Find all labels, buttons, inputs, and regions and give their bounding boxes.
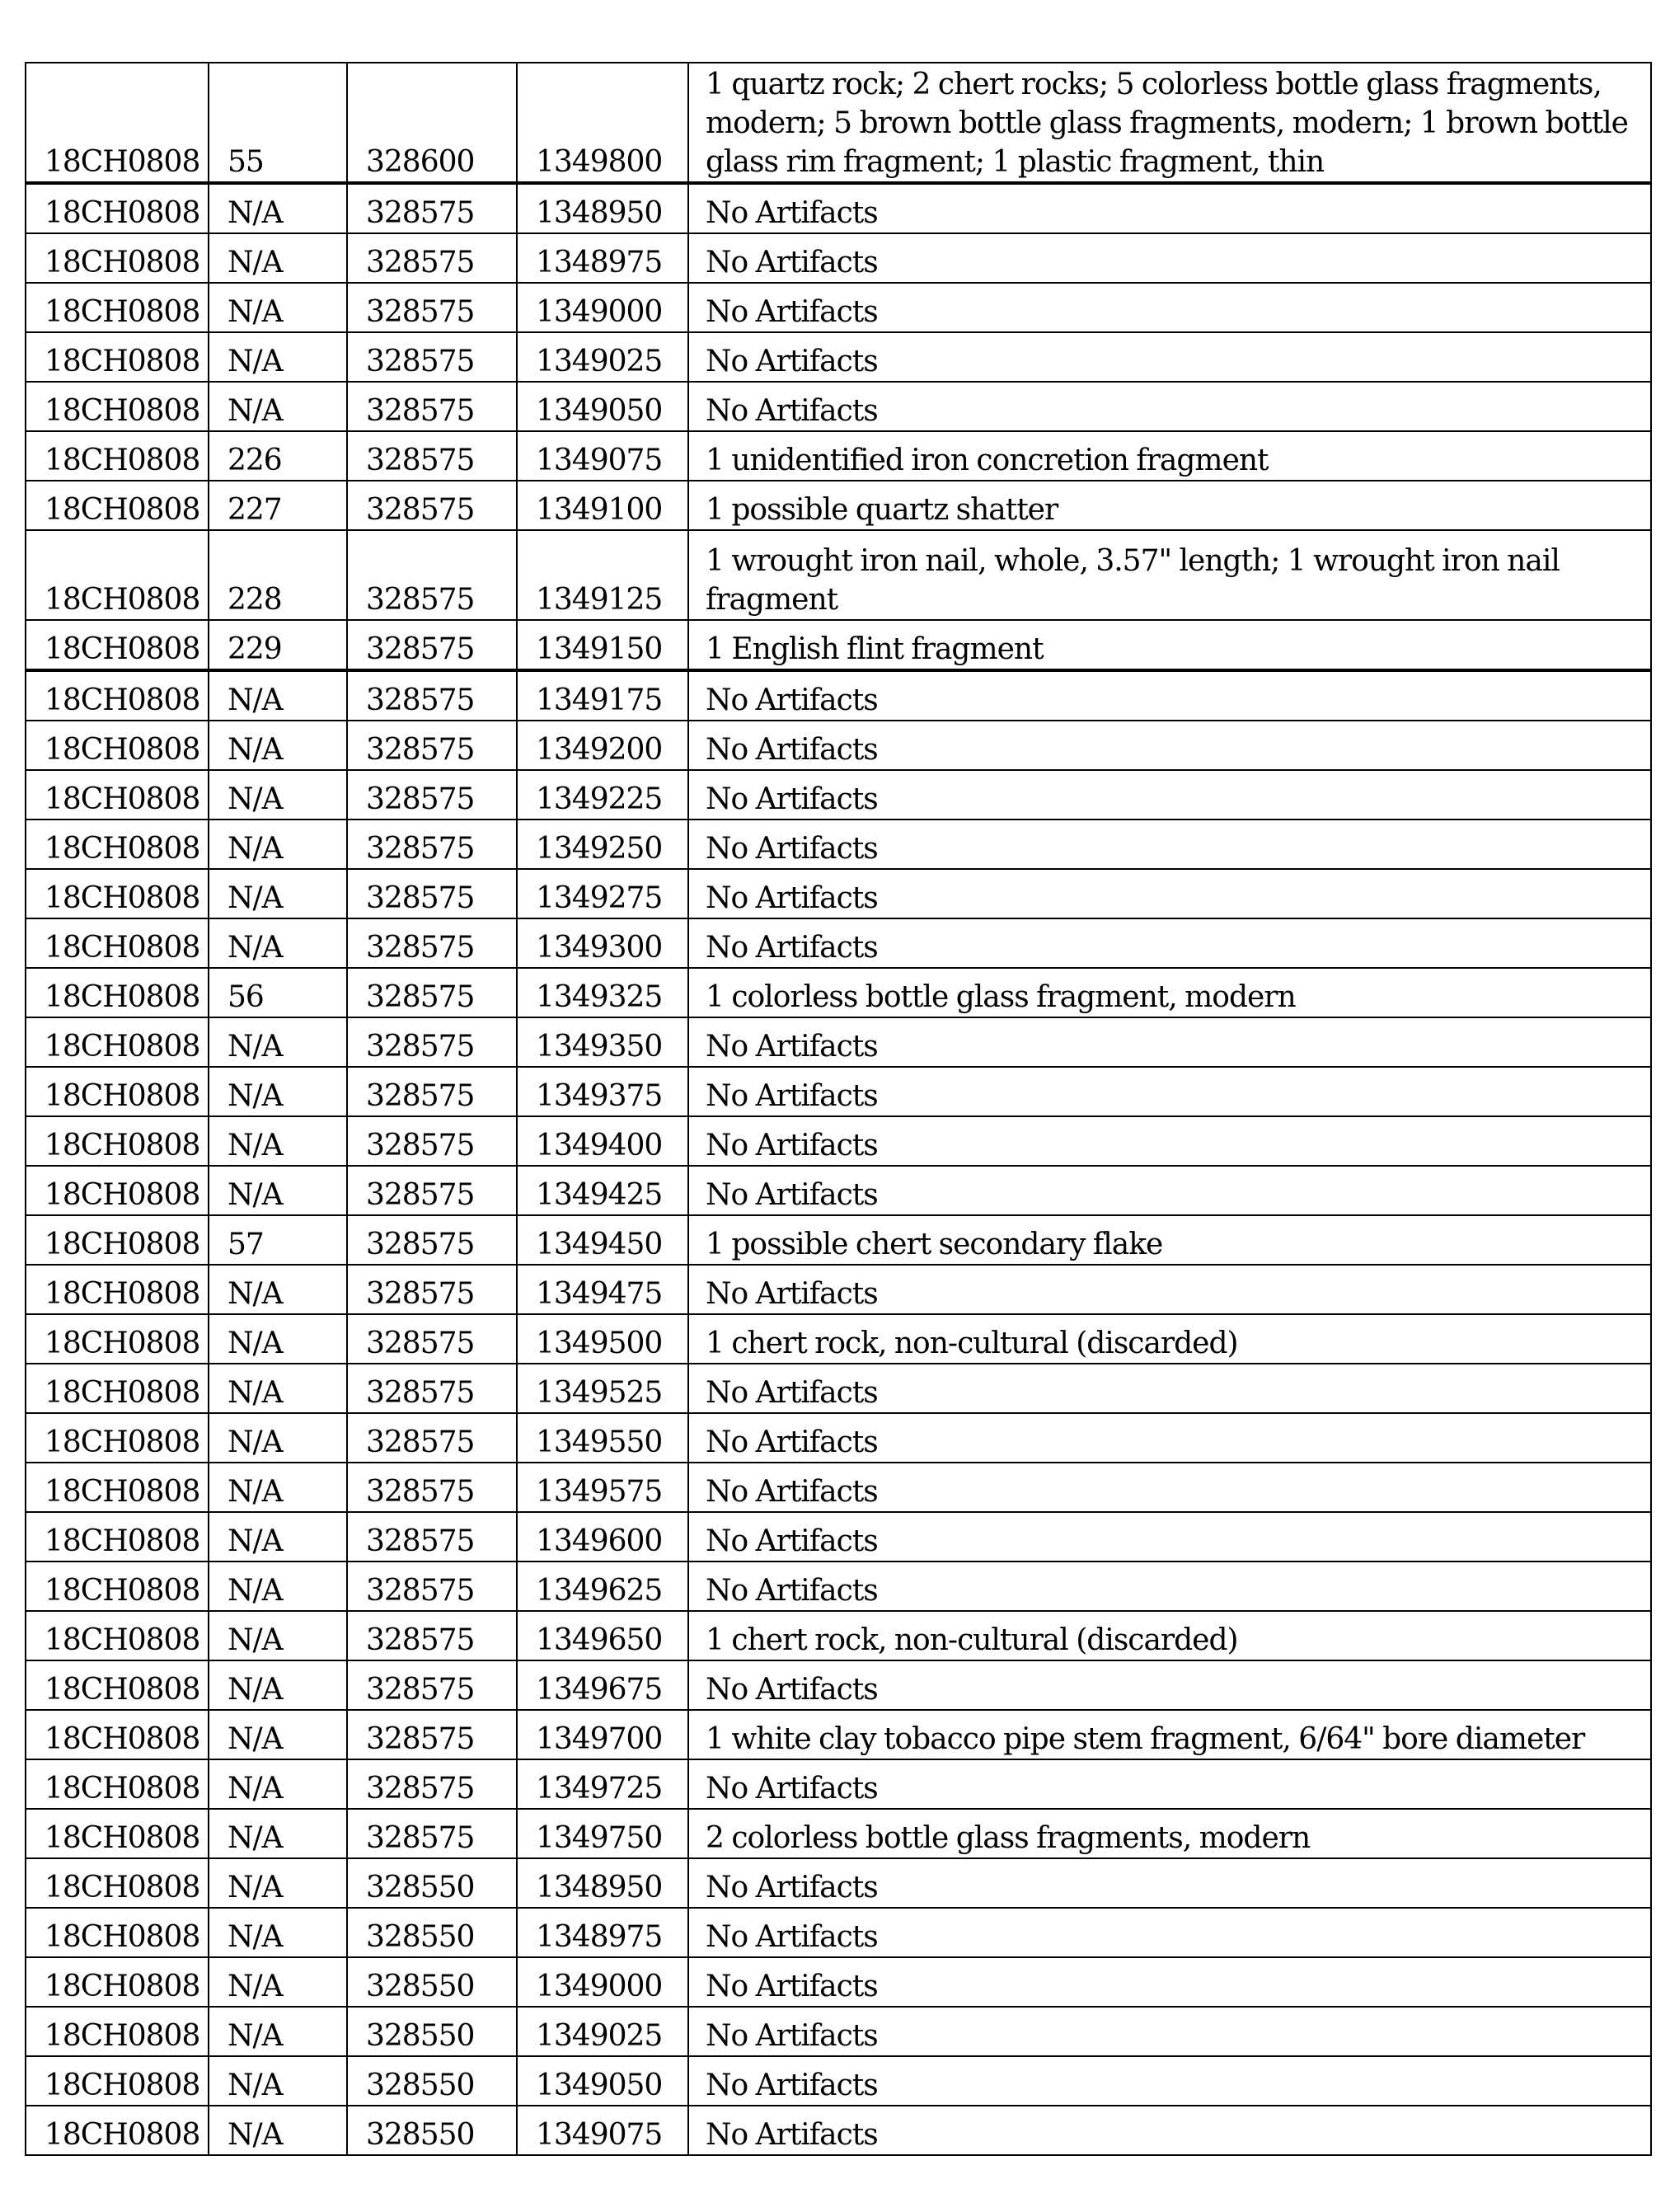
easting-cell: 328575 — [347, 1809, 517, 1858]
artifact-description-cell: No Artifacts — [688, 233, 1651, 283]
artifact-description-cell: 1 chert rock, non-cultural (discarded) — [688, 1314, 1651, 1364]
table-row — [26, 1759, 1651, 1809]
artifact-description-cell: No Artifacts — [688, 820, 1651, 869]
table-row — [26, 770, 1651, 820]
easting-cell: 328575 — [347, 481, 517, 530]
artifact-description-cell: No Artifacts — [688, 1413, 1651, 1463]
table-row — [26, 721, 1651, 770]
site-number-cell: 18CH0808 — [26, 1611, 209, 1660]
catalog-number-cell: N/A — [209, 1364, 347, 1413]
site-number-cell: 18CH0808 — [26, 1562, 209, 1611]
site-number-cell: 18CH0808 — [26, 869, 209, 918]
table-row — [26, 1413, 1651, 1463]
artifact-description-cell: 2 colorless bottle glass fragments, modern — [688, 1809, 1651, 1858]
site-number-cell: 18CH0808 — [26, 1512, 209, 1562]
northing-cell: 1349125 — [517, 530, 688, 620]
catalog-number-cell: N/A — [209, 670, 347, 721]
catalog-number-cell: N/A — [209, 1067, 347, 1116]
table-row — [26, 382, 1651, 431]
easting-cell: 328575 — [347, 968, 517, 1017]
northing-cell: 1348950 — [517, 1858, 688, 1908]
catalog-number-cell: N/A — [209, 1463, 347, 1512]
site-number-cell: 18CH0808 — [26, 63, 209, 183]
easting-cell: 328575 — [347, 670, 517, 721]
easting-cell: 328575 — [347, 1265, 517, 1314]
northing-cell: 1348975 — [517, 233, 688, 283]
easting-cell: 328575 — [347, 869, 517, 918]
catalog-number-cell: N/A — [209, 2007, 347, 2056]
northing-cell: 1349050 — [517, 382, 688, 431]
site-number-cell: 18CH0808 — [26, 1067, 209, 1116]
artifact-description-cell: 1 unidentified iron concretion fragment — [688, 431, 1651, 481]
table-row — [26, 2056, 1651, 2106]
catalog-number-cell: 227 — [209, 481, 347, 530]
table-row — [26, 1463, 1651, 1512]
site-number-cell: 18CH0808 — [26, 2106, 209, 2155]
artifact-description-cell: No Artifacts — [688, 869, 1651, 918]
northing-cell: 1348950 — [517, 183, 688, 233]
easting-cell: 328575 — [347, 1562, 517, 1611]
easting-cell: 328575 — [347, 1660, 517, 1710]
table-row — [26, 1215, 1651, 1265]
catalog-number-cell: N/A — [209, 283, 347, 332]
easting-cell: 328600 — [347, 63, 517, 183]
artifact-description-cell: 1 quartz rock; 2 chert rocks; 5 colorless bottle glass fragments, modern; 5 brown bottle glass fragments, modern; 1 brown bottle glass rim fragment; 1 plastic fragment, thin — [688, 63, 1651, 183]
northing-cell: 1349500 — [517, 1314, 688, 1364]
northing-cell: 1349525 — [517, 1364, 688, 1413]
catalog-number-cell: N/A — [209, 869, 347, 918]
catalog-number-cell: N/A — [209, 1017, 347, 1067]
catalog-number-cell: N/A — [209, 918, 347, 968]
site-number-cell: 18CH0808 — [26, 1017, 209, 1067]
northing-cell: 1349750 — [517, 1809, 688, 1858]
artifact-description-cell: 1 possible chert secondary flake — [688, 1215, 1651, 1265]
site-number-cell: 18CH0808 — [26, 1759, 209, 1809]
artifact-description-cell: No Artifacts — [688, 1067, 1651, 1116]
easting-cell: 328550 — [347, 2106, 517, 2155]
artifact-description-cell: No Artifacts — [688, 770, 1651, 820]
table-row — [26, 1017, 1651, 1067]
artifact-description-cell: No Artifacts — [688, 1512, 1651, 1562]
northing-cell: 1349025 — [517, 332, 688, 382]
catalog-number-cell: N/A — [209, 1562, 347, 1611]
artifact-description-cell: No Artifacts — [688, 1908, 1651, 1957]
table-row — [26, 1166, 1651, 1215]
table-row — [26, 1611, 1651, 1660]
catalog-number-cell: N/A — [209, 183, 347, 233]
artifact-description-cell: 1 colorless bottle glass fragment, modern — [688, 968, 1651, 1017]
site-number-cell: 18CH0808 — [26, 1314, 209, 1364]
artifact-description-cell: No Artifacts — [688, 1660, 1651, 1710]
catalog-number-cell: 226 — [209, 431, 347, 481]
table-row — [26, 1364, 1651, 1413]
northing-cell: 1349800 — [517, 63, 688, 183]
site-number-cell: 18CH0808 — [26, 770, 209, 820]
table-row — [26, 1265, 1651, 1314]
table-row — [26, 1809, 1651, 1858]
easting-cell: 328575 — [347, 183, 517, 233]
northing-cell: 1349350 — [517, 1017, 688, 1067]
northing-cell: 1349225 — [517, 770, 688, 820]
northing-cell: 1349075 — [517, 431, 688, 481]
northing-cell: 1349075 — [517, 2106, 688, 2155]
artifact-description-cell: No Artifacts — [688, 1017, 1651, 1067]
site-number-cell: 18CH0808 — [26, 233, 209, 283]
site-number-cell: 18CH0808 — [26, 1265, 209, 1314]
site-number-cell: 18CH0808 — [26, 431, 209, 481]
artifact-description-cell: No Artifacts — [688, 1858, 1651, 1908]
table-row — [26, 1512, 1651, 1562]
table-body — [26, 63, 1651, 2155]
table-row — [26, 1562, 1651, 1611]
site-number-cell: 18CH0808 — [26, 1957, 209, 2007]
site-number-cell: 18CH0808 — [26, 1116, 209, 1166]
northing-cell: 1349275 — [517, 869, 688, 918]
easting-cell: 328575 — [347, 1611, 517, 1660]
northing-cell: 1349325 — [517, 968, 688, 1017]
catalog-number-cell: N/A — [209, 1660, 347, 1710]
northing-cell: 1349000 — [517, 283, 688, 332]
table-row — [26, 1067, 1651, 1116]
site-number-cell: 18CH0808 — [26, 1660, 209, 1710]
table-row — [26, 1957, 1651, 2007]
northing-cell: 1349025 — [517, 2007, 688, 2056]
catalog-number-cell: N/A — [209, 2106, 347, 2155]
artifact-description-cell: No Artifacts — [688, 2007, 1651, 2056]
site-number-cell: 18CH0808 — [26, 620, 209, 670]
table-row — [26, 1660, 1651, 1710]
easting-cell: 328575 — [347, 1314, 517, 1364]
easting-cell: 328575 — [347, 431, 517, 481]
catalog-number-cell: N/A — [209, 382, 347, 431]
artifact-description-cell: No Artifacts — [688, 1562, 1651, 1611]
northing-cell: 1349300 — [517, 918, 688, 968]
easting-cell: 328575 — [347, 620, 517, 670]
artifact-description-cell: No Artifacts — [688, 1116, 1651, 1166]
table-row — [26, 481, 1651, 530]
northing-cell: 1349200 — [517, 721, 688, 770]
catalog-number-cell: N/A — [209, 233, 347, 283]
artifact-description-cell: No Artifacts — [688, 2106, 1651, 2155]
table-row — [26, 332, 1651, 382]
catalog-number-cell: N/A — [209, 1809, 347, 1858]
site-number-cell: 18CH0808 — [26, 2007, 209, 2056]
site-number-cell: 18CH0808 — [26, 332, 209, 382]
easting-cell: 328575 — [347, 770, 517, 820]
catalog-number-cell: N/A — [209, 820, 347, 869]
site-number-cell: 18CH0808 — [26, 1413, 209, 1463]
northing-cell: 1348975 — [517, 1908, 688, 1957]
table-row — [26, 183, 1651, 233]
northing-cell: 1349150 — [517, 620, 688, 670]
catalog-number-cell: 228 — [209, 530, 347, 620]
easting-cell: 328575 — [347, 332, 517, 382]
easting-cell: 328575 — [347, 1067, 517, 1116]
catalog-number-cell: N/A — [209, 1908, 347, 1957]
site-number-cell: 18CH0808 — [26, 283, 209, 332]
artifact-inventory-table — [25, 62, 1652, 2156]
table-row — [26, 1710, 1651, 1759]
easting-cell: 328575 — [347, 1710, 517, 1759]
easting-cell: 328575 — [347, 1215, 517, 1265]
table-row — [26, 918, 1651, 968]
northing-cell: 1349375 — [517, 1067, 688, 1116]
site-number-cell: 18CH0808 — [26, 670, 209, 721]
northing-cell: 1349475 — [517, 1265, 688, 1314]
easting-cell: 328575 — [347, 530, 517, 620]
artifact-description-cell: 1 English flint fragment — [688, 620, 1651, 670]
table-row — [26, 968, 1651, 1017]
catalog-number-cell: N/A — [209, 1759, 347, 1809]
table-row — [26, 2106, 1651, 2155]
table-row — [26, 620, 1651, 670]
easting-cell: 328550 — [347, 2056, 517, 2106]
site-number-cell: 18CH0808 — [26, 1710, 209, 1759]
site-number-cell: 18CH0808 — [26, 2056, 209, 2106]
easting-cell: 328575 — [347, 918, 517, 968]
table-row — [26, 63, 1651, 183]
easting-cell: 328550 — [347, 2007, 517, 2056]
northing-cell: 1349675 — [517, 1660, 688, 1710]
easting-cell: 328575 — [347, 1463, 517, 1512]
easting-cell: 328575 — [347, 233, 517, 283]
catalog-number-cell: N/A — [209, 770, 347, 820]
easting-cell: 328575 — [347, 1166, 517, 1215]
easting-cell: 328575 — [347, 1116, 517, 1166]
catalog-number-cell: N/A — [209, 1512, 347, 1562]
northing-cell: 1349425 — [517, 1166, 688, 1215]
easting-cell: 328575 — [347, 1413, 517, 1463]
catalog-number-cell: N/A — [209, 1166, 347, 1215]
artifact-description-cell: No Artifacts — [688, 1364, 1651, 1413]
table-row — [26, 1116, 1651, 1166]
northing-cell: 1349100 — [517, 481, 688, 530]
artifact-description-cell: 1 chert rock, non-cultural (discarded) — [688, 1611, 1651, 1660]
table-row — [26, 1314, 1651, 1364]
catalog-number-cell: 229 — [209, 620, 347, 670]
site-number-cell: 18CH0808 — [26, 1215, 209, 1265]
easting-cell: 328550 — [347, 1858, 517, 1908]
site-number-cell: 18CH0808 — [26, 481, 209, 530]
catalog-number-cell: N/A — [209, 1957, 347, 2007]
artifact-description-cell: No Artifacts — [688, 918, 1651, 968]
northing-cell: 1349000 — [517, 1957, 688, 2007]
site-number-cell: 18CH0808 — [26, 530, 209, 620]
artifact-description-cell: No Artifacts — [688, 382, 1651, 431]
catalog-number-cell: N/A — [209, 1858, 347, 1908]
easting-cell: 328575 — [347, 721, 517, 770]
site-number-cell: 18CH0808 — [26, 1364, 209, 1413]
northing-cell: 1349625 — [517, 1562, 688, 1611]
table-row — [26, 1908, 1651, 1957]
artifact-description-cell: No Artifacts — [688, 332, 1651, 382]
artifact-description-cell: 1 wrought iron nail, whole, 3.57" length; 1 wrought iron nail fragment — [688, 530, 1651, 620]
artifact-description-cell: No Artifacts — [688, 1463, 1651, 1512]
table-row — [26, 820, 1651, 869]
easting-cell: 328575 — [347, 382, 517, 431]
table-row — [26, 2007, 1651, 2056]
site-number-cell: 18CH0808 — [26, 1463, 209, 1512]
easting-cell: 328550 — [347, 1908, 517, 1957]
catalog-number-cell: 57 — [209, 1215, 347, 1265]
site-number-cell: 18CH0808 — [26, 1858, 209, 1908]
northing-cell: 1349175 — [517, 670, 688, 721]
catalog-number-cell: N/A — [209, 1265, 347, 1314]
easting-cell: 328575 — [347, 1364, 517, 1413]
artifact-description-cell: No Artifacts — [688, 1166, 1651, 1215]
catalog-number-cell: N/A — [209, 2056, 347, 2106]
artifact-description-cell: No Artifacts — [688, 721, 1651, 770]
artifact-description-cell: No Artifacts — [688, 670, 1651, 721]
site-number-cell: 18CH0808 — [26, 918, 209, 968]
site-number-cell: 18CH0808 — [26, 721, 209, 770]
catalog-number-cell: N/A — [209, 332, 347, 382]
northing-cell: 1349550 — [517, 1413, 688, 1463]
table-row — [26, 869, 1651, 918]
artifact-description-cell: No Artifacts — [688, 1759, 1651, 1809]
catalog-number-cell: N/A — [209, 1611, 347, 1660]
northing-cell: 1349250 — [517, 820, 688, 869]
artifact-description-cell: No Artifacts — [688, 1957, 1651, 2007]
artifact-description-cell: No Artifacts — [688, 283, 1651, 332]
northing-cell: 1349700 — [517, 1710, 688, 1759]
catalog-number-cell: N/A — [209, 721, 347, 770]
easting-cell: 328550 — [347, 1957, 517, 2007]
table-row — [26, 233, 1651, 283]
northing-cell: 1349450 — [517, 1215, 688, 1265]
catalog-number-cell: 55 — [209, 63, 347, 183]
site-number-cell: 18CH0808 — [26, 1166, 209, 1215]
northing-cell: 1349400 — [517, 1116, 688, 1166]
northing-cell: 1349050 — [517, 2056, 688, 2106]
table-row — [26, 283, 1651, 332]
northing-cell: 1349600 — [517, 1512, 688, 1562]
site-number-cell: 18CH0808 — [26, 382, 209, 431]
site-number-cell: 18CH0808 — [26, 1809, 209, 1858]
catalog-number-cell: 56 — [209, 968, 347, 1017]
easting-cell: 328575 — [347, 820, 517, 869]
catalog-number-cell: N/A — [209, 1314, 347, 1364]
catalog-number-cell: N/A — [209, 1413, 347, 1463]
table-row — [26, 431, 1651, 481]
easting-cell: 328575 — [347, 1017, 517, 1067]
table-row — [26, 530, 1651, 620]
artifact-description-cell: No Artifacts — [688, 1265, 1651, 1314]
artifact-description-cell: No Artifacts — [688, 183, 1651, 233]
artifact-description-cell: 1 white clay tobacco pipe stem fragment, 6/64" bore diameter — [688, 1710, 1651, 1759]
easting-cell: 328575 — [347, 1512, 517, 1562]
northing-cell: 1349725 — [517, 1759, 688, 1809]
easting-cell: 328575 — [347, 1759, 517, 1809]
table-row — [26, 670, 1651, 721]
easting-cell: 328575 — [347, 283, 517, 332]
site-number-cell: 18CH0808 — [26, 820, 209, 869]
catalog-number-cell: N/A — [209, 1710, 347, 1759]
catalog-number-cell: N/A — [209, 1116, 347, 1166]
northing-cell: 1349575 — [517, 1463, 688, 1512]
northing-cell: 1349650 — [517, 1611, 688, 1660]
site-number-cell: 18CH0808 — [26, 183, 209, 233]
table-row — [26, 1858, 1651, 1908]
site-number-cell: 18CH0808 — [26, 968, 209, 1017]
site-number-cell: 18CH0808 — [26, 1908, 209, 1957]
artifact-description-cell: No Artifacts — [688, 2056, 1651, 2106]
artifact-description-cell: 1 possible quartz shatter — [688, 481, 1651, 530]
